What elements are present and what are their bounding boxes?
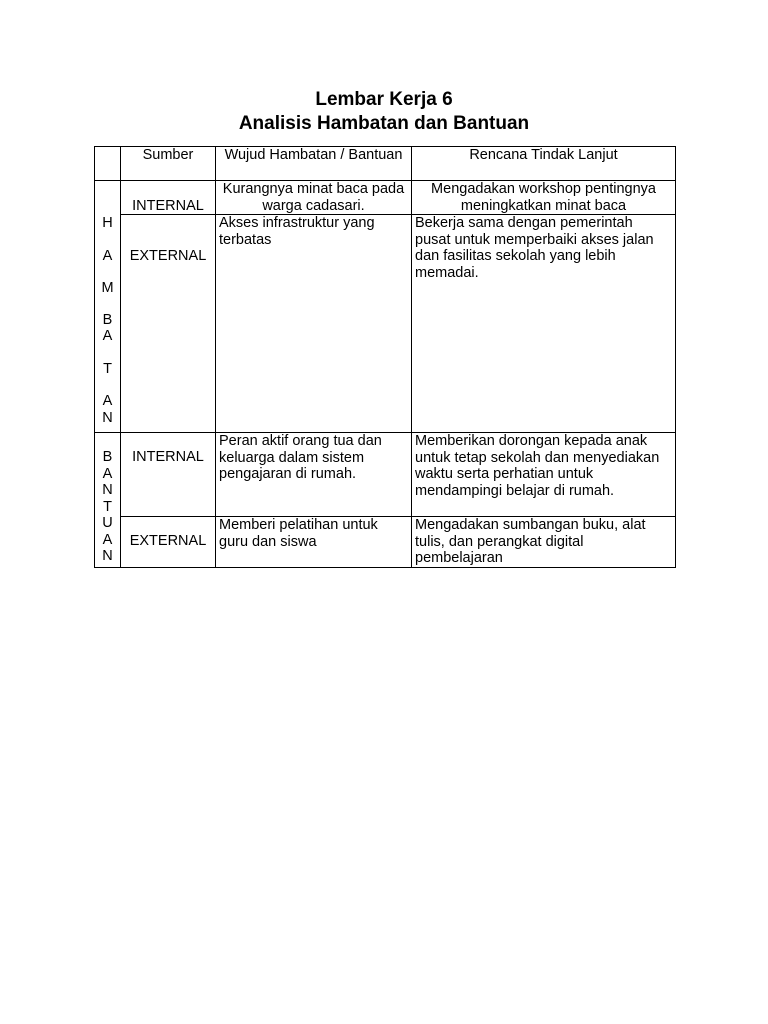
hambatan-external-rencana: Bekerja sama dengan pemerintah pusat untuk memperbaiki akses jalan dan fasilitas sekolah yang lebih memadai. [412, 215, 676, 433]
vertical-letter: B [102, 311, 113, 328]
bantuan-external-rencana: Mengadakan sumbangan buku, alat tulis, dan perangkat digital pembelajaran [412, 517, 676, 568]
worksheet-title: Lembar Kerja 6 [315, 89, 453, 110]
hambatan-external-wujud: Akses infrastruktur yang terbatas [216, 215, 412, 433]
bantuan-external-sumber: EXTERNAL [121, 517, 216, 568]
header-row [95, 147, 676, 181]
bantuan-vertical-label [95, 433, 121, 568]
bantuan-internal-rencana: Memberikan dorongan kepada anak untuk tetap sekolah dan menyediakan waktu serta perhatian untuk mendampingi belajar di rumah. [412, 433, 676, 517]
table-row [95, 517, 676, 568]
bantuan-letters [95, 433, 120, 565]
vertical-letter: N [102, 482, 113, 498]
hambatan-internal-wujud: Kurangnya minat baca pada warga cadasari. [216, 181, 412, 215]
vertical-letter: U [102, 515, 113, 531]
header-empty-cell [95, 147, 121, 181]
bantuan-internal-sumber: INTERNAL [121, 433, 216, 517]
analysis-table [94, 146, 676, 568]
hambatan-external-sumber: EXTERNAL [121, 215, 216, 433]
worksheet-subtitle: Analisis Hambatan dan Bantuan [238, 113, 530, 134]
vertical-letter: A [102, 328, 113, 344]
hambatan-letters [95, 181, 120, 426]
bantuan-internal-wujud: Peran aktif orang tua dan keluarga dalam sistem pengajaran di rumah. [216, 433, 412, 517]
vertical-letter: B [102, 449, 113, 465]
table-row [95, 215, 676, 433]
vertical-letter: M [101, 280, 114, 296]
vertical-letter: H [102, 215, 113, 231]
vertical-letter: A [102, 531, 113, 548]
hambatan-internal-rencana: Mengadakan workshop pentingnya meningkatkan minat baca [412, 181, 676, 215]
header-sumber: Sumber [121, 147, 216, 181]
bantuan-external-wujud: Memberi pelatihan untuk guru dan siswa [216, 517, 412, 568]
hambatan-vertical-label [95, 181, 121, 433]
table-row [95, 181, 676, 215]
hambatan-internal-sumber: INTERNAL [121, 181, 216, 215]
vertical-letter: N [102, 409, 113, 426]
vertical-letter: N [102, 548, 113, 564]
table-row [95, 433, 676, 517]
header-rencana: Rencana Tindak Lanjut [412, 147, 676, 181]
vertical-letter: A [102, 465, 113, 482]
vertical-letter: A [102, 393, 113, 409]
header-wujud: Wujud Hambatan / Bantuan [216, 147, 412, 181]
vertical-letter: T [103, 360, 112, 377]
vertical-letter: T [103, 498, 112, 515]
vertical-letter: A [102, 247, 113, 264]
